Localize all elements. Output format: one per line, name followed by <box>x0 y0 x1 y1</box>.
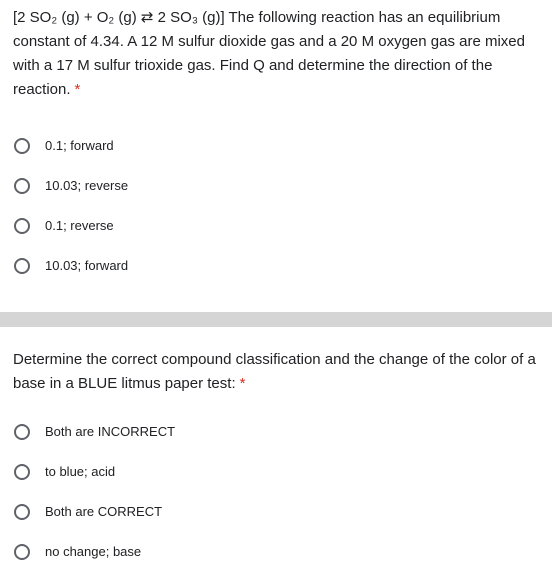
radio-group <box>13 422 175 582</box>
option-label: Both are INCORRECT <box>45 424 176 439</box>
question-text: Determine the correct compound classification and the change of the color of a base in a BLUE litmus paper test: <box>13 351 536 392</box>
radio-button[interactable] <box>14 504 30 520</box>
radio-option[interactable] <box>13 462 175 482</box>
radio-button[interactable] <box>14 258 30 274</box>
option-label: 10.03; forward <box>45 258 129 273</box>
question-title <box>13 348 543 396</box>
radio-button[interactable] <box>14 424 30 440</box>
radio-button[interactable] <box>14 544 30 560</box>
question-title <box>13 6 543 102</box>
option-label: to blue; acid <box>45 464 116 479</box>
radio-option[interactable] <box>13 216 128 236</box>
radio-option[interactable] <box>13 256 128 276</box>
radio-group <box>13 136 128 296</box>
radio-button[interactable] <box>14 178 30 194</box>
radio-button[interactable] <box>14 464 30 480</box>
option-label: 10.03; reverse <box>45 178 129 193</box>
radio-option[interactable] <box>13 502 175 522</box>
question-text: [2 SO₂ (g) + O₂ (g) ⇄ 2 SO₃ (g)] The following reaction has an equilibrium constant of 4.34. A 12 M sulfur dioxide gas and a 20 M oxygen gas are mixed with a 17 M sulfur trioxide gas. Find Q and determine the direction of the reaction. <box>13 9 525 98</box>
question-card-2 <box>0 327 552 579</box>
required-asterisk: * <box>239 375 246 392</box>
radio-option[interactable] <box>13 176 128 196</box>
radio-button[interactable] <box>14 218 30 234</box>
option-label: Both are CORRECT <box>45 504 163 519</box>
option-label: 0.1; reverse <box>45 218 114 233</box>
required-asterisk: * <box>74 81 81 98</box>
option-label: 0.1; forward <box>45 138 114 153</box>
question-divider <box>0 312 552 327</box>
radio-option[interactable] <box>13 136 128 156</box>
radio-option[interactable] <box>13 422 175 442</box>
option-label: no change; base <box>45 544 142 559</box>
radio-button[interactable] <box>14 138 30 154</box>
radio-option[interactable] <box>13 542 175 562</box>
